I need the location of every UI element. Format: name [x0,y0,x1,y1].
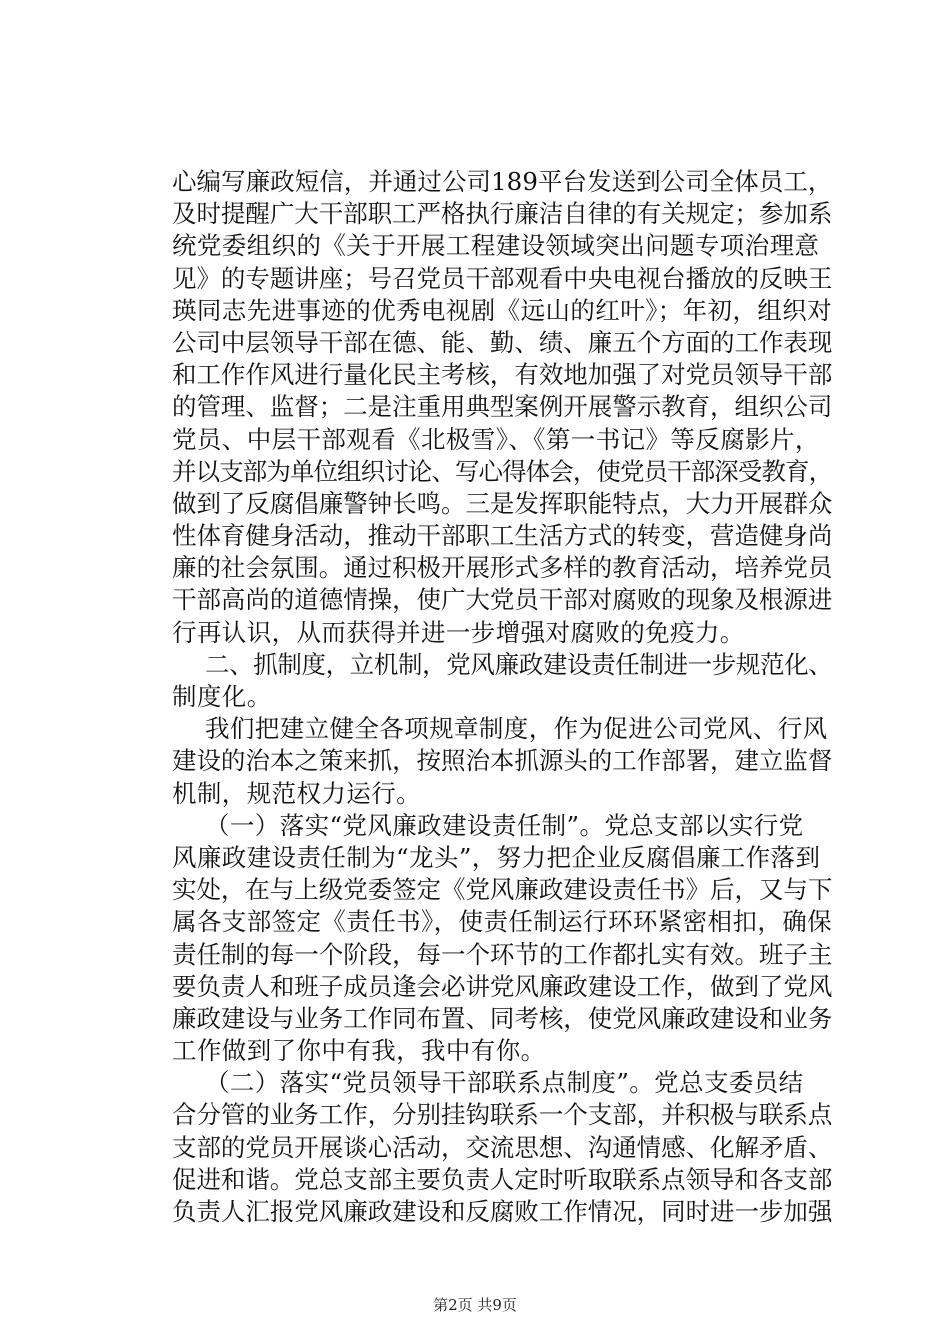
text-line: 实处，在与上级党委签定《党风廉政建设责任书》后，又与下 [172,875,833,905]
text-line: 我们把建立健全各项规章制度，作为促进公司党风、行风 [205,714,828,744]
text-line: 风廉政建设责任制为“龙头”，努力把企业反腐倡廉工作落到 [172,842,821,872]
text-line: 工作做到了你中有我，我中有你。 [172,1036,546,1066]
text-line: 做到了反腐倡廉警钟长鸣。三是发挥职能特点，大力开展群众 [172,488,833,518]
text-line: 党员、中层干部观看《北极雪》、《第一书记》等反腐影片， [172,424,820,454]
text-line: 见》的专题讲座；号召党员干部观看中央电视台播放的反映王 [172,263,833,293]
text-line: 合分管的业务工作，分别挂钩联系一个支部，并积极与联系点 [172,1100,833,1130]
page-footer [0,1294,950,1315]
text-line: 统党委组织的《关于开展工程建设领域突出问题专项治理意 [172,231,820,261]
text-line: 建设的治本之策来抓，按照治本抓源头的工作部署，建立监督 [172,746,833,776]
body-text [172,166,832,1228]
text-line: 和工作作风进行量化民主考核，有效地加强了对党员领导干部 [172,360,833,390]
subsection-line: （一）落实“党风廉政建设责任制”。党总支部以实行党 [205,810,804,840]
text-line: 及时提醒广大干部职工严格执行廉洁自律的有关规定；参加系 [172,199,833,229]
text-line: 廉政建设与业务工作同布置、同考核，使党风廉政建设和业务 [172,1003,833,1033]
text-line: 性体育健身活动，推动干部职工生活方式的转变，营造健身尚 [172,521,833,551]
text-line: 干部高尚的道德情操，使广大党员干部对腐败的现象及根源进 [172,585,833,615]
page-number-label: 第2页 共9页 [433,1296,517,1314]
text-line: 心编写廉政短信，并通过公司189平台发送到公司全体员工， [172,167,833,196]
text-line: 属各支部签定《责任书》，使责任制运行环环紧密相扣，确保 [172,907,833,937]
text-line: 瑛同志先进事迹的优秀电视剧《远山的红叶》；年初，组织对 [172,295,833,325]
text-line: 制度化。 [172,682,272,711]
subsection-line: （二）落实“党员领导干部联系点制度”。党总支委员结 [205,1068,804,1098]
text-line: 要负责人和班子成员逢会必讲党风廉政建设工作，做到了党风 [172,971,833,1001]
text-line: 行再认识，从而获得并进一步增强对腐败的免疫力。 [172,617,745,647]
text-line: 责任制的每一个阶段，每一个环节的工作都扎实有效。班子主 [172,939,833,969]
text-line: 负责人汇报党风廉政建设和反腐败工作情况，同时进一步加强 [172,1197,833,1226]
text-line: 并以支部为单位组织讨论、写心得体会，使党员干部深受教育， [172,456,833,486]
text-line: 机制，规范权力运行。 [172,778,421,808]
text-line: 公司中层领导干部在德、能、勤、绩、廉五个方面的工作表现 [172,327,833,357]
text-line: 促进和谐。党总支部主要负责人定时听取联系点领导和各支部 [172,1164,833,1194]
section-heading: 二、抓制度，立机制，党风廉政建设责任制进一步规范化、 [205,649,833,679]
text-line: 廉的社会氛围。通过积极开展形式多样的教育活动，培养党员 [172,553,833,583]
text-line: 支部的党员开展谈心活动，交流思想、沟通情感、化解矛盾、 [172,1132,833,1162]
text-line: 的管理、监督；二是注重用典型案例开展警示教育，组织公司 [172,392,833,422]
